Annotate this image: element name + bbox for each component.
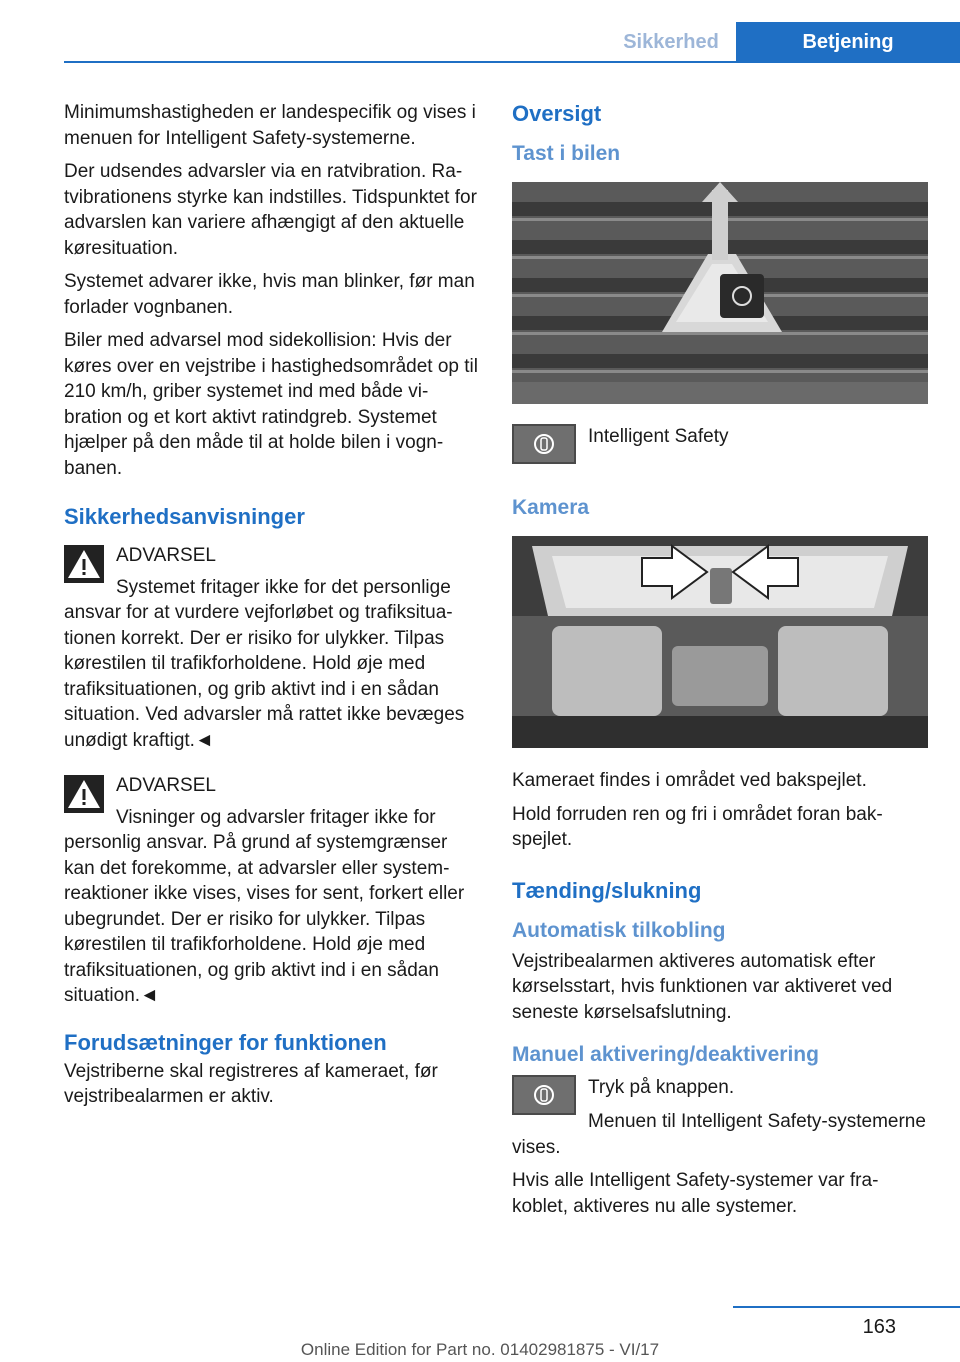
edition-footer: Online Edition for Part no. 01402981875 - VI/17: [300, 1340, 660, 1359]
paragraph-min-speed: Minimumshastigheden er landespecifik og vises i menuen for Intelligent Safety-systemerne.: [64, 102, 476, 149]
grille-button-image: [512, 182, 928, 404]
right-column: [512, 100, 928, 1227]
intelligent-safety-button-icon[interactable]: [512, 1075, 576, 1115]
left-column: [64, 100, 480, 1118]
heading-camera: Kamera: [512, 496, 590, 519]
camera-interior-image: [512, 536, 928, 748]
warning-icon: [64, 545, 104, 583]
warning-title: ADVARSEL: [116, 775, 216, 796]
warning-block-1: [64, 543, 480, 753]
tab-sikkerhed[interactable]: Sikkerhed: [606, 22, 736, 63]
paragraph-menu-shown: Menuen til Intelligent Safety-systemerne vises.: [512, 1111, 926, 1158]
tab-betjening[interactable]: Betjening: [736, 22, 960, 63]
button-caption: Intelligent Safety: [588, 426, 729, 447]
warning-text: Systemet fritager ikke for det personlige ansvar for at vurdere vejforløbet og trafiksituationen korrekt. Der er risiko for ulykker. Tilpas kørestilen til trafikforholdene. Hold øje med trafiksituationen, og grib aktivt ind i en sådan situation. Ved advarsler må rattet ikke bevæges unødigt kraftigt.◄: [64, 576, 465, 751]
heading-manual: Manuel aktivering/deaktivering: [512, 1043, 819, 1066]
paragraph-side-collision: Biler med advarsel mod sidekollision: Hvis der køres over en vejstribe i hastighedsområdet op til 210 km/h, griber systemet ind med både vibration og et kort aktivt ratindgreb. Systemet hjælper på den måde til at holde bilen i vognbanen.: [64, 330, 478, 479]
page-number: 163: [862, 1316, 896, 1338]
heading-requirements: Forudsætninger for funktionen: [64, 1029, 387, 1055]
footer-rule: [733, 1306, 960, 1308]
warning-icon: [64, 775, 104, 813]
button-row-intelligent-safety: [512, 424, 928, 464]
intelligent-safety-button-icon[interactable]: [512, 424, 576, 464]
warning-block-2: [64, 773, 480, 1009]
paragraph-all-activated: Hvis alle Intelligent Safety-systemer var frakoblet, aktiveres nu alle systemer.: [512, 1170, 879, 1217]
paragraph-press-button: Tryk på knappen.: [588, 1077, 735, 1098]
paragraph-keep-clean: Hold forruden ren og fri i området foran bakspejlet.: [512, 803, 883, 850]
paragraph-vibration: Der udsendes advarsler via en ratvibration. Ratvibrationens styrke kan indstilles. Tidspunktet for advarslen kan variere afhængigt af den aktuelle køresituation.: [64, 161, 477, 259]
paragraph-no-warning: Systemet advarer ikke, hvis man blinker, før man forlader vognbanen.: [64, 271, 475, 318]
heading-safety: Sikkerhedsanvisninger: [64, 504, 305, 529]
paragraph-camera-location: Kameraet findes i området ved bakspejlet.: [512, 770, 867, 791]
heading-button-in-car: Tast i bilen: [512, 142, 621, 165]
paragraph-automatic: Vejstribealarmen aktiveres automatisk efter kørselsstart, hvis funktionen var aktiveret ved seneste kørselsafslutning.: [512, 950, 893, 1023]
heading-on-off: Tænding/slukning: [512, 877, 702, 903]
heading-automatic: Automatisk tilkobling: [512, 918, 726, 942]
heading-overview: Oversigt: [512, 101, 602, 126]
warning-text: Visninger og advarsler fritager ikke for personlig ansvar. På grund af systemgrænser kan det forekomme, at advarsler eller systemreaktioner ikke vises, vises for sent, forkert eller ubegrundet. Der er risiko for ulykker. Tilpas kørestilen til trafikforholdene. Hold øje med trafiksituationen, og grib aktivt ind i en sådan situation.◄: [64, 806, 465, 1006]
paragraph-requirements: Vejstriberne skal registreres af kameraet, før vejstribealarmen er aktiv.: [64, 1060, 438, 1107]
header-rule: [64, 61, 960, 63]
warning-title: ADVARSEL: [116, 545, 216, 566]
